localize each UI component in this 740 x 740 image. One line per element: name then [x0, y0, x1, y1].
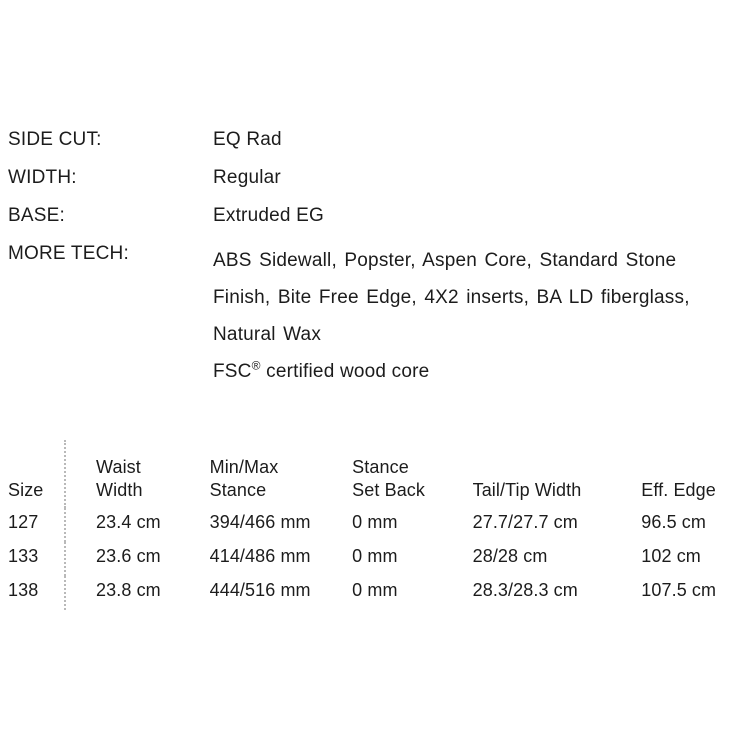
- cell-min-max-stance: 444/516 mm: [209, 580, 311, 600]
- spec-row-base: [8, 204, 734, 228]
- column-header-edge-line2: Eff. Edge: [641, 480, 716, 500]
- table-row: [8, 508, 734, 542]
- spec-row-more-tech: [8, 242, 734, 390]
- cell-tail-tip-width: 27.7/27.7 cm: [472, 512, 578, 532]
- cell-stance-set-back: 0 mm: [352, 512, 398, 532]
- spec-list: [8, 128, 734, 404]
- column-header-tailtip-line2: Tail/Tip Width: [472, 480, 582, 500]
- spec-row-side-cut: [8, 128, 734, 152]
- spec-value-more-tech: ABS Sidewall, Popster, Aspen Core, Standard Stone Finish, Bite Free Edge, 4X2 inserts, BA LD fiberglass, Natural Wax: [213, 250, 690, 345]
- spec-note-fsc: [213, 353, 734, 390]
- registered-mark-icon: ®: [251, 358, 261, 373]
- cell-waist-width: 23.6 cm: [96, 546, 161, 566]
- column-header-tail-tip-width: [443, 440, 612, 508]
- spec-value-base: Extruded EG: [213, 205, 324, 226]
- fsc-text: FSC: [213, 361, 252, 382]
- column-header-setback-line2: Set Back: [352, 480, 426, 500]
- spec-value-side-cut: EQ Rad: [213, 129, 282, 150]
- table-body: [8, 508, 734, 610]
- column-header-eff-edge: [611, 440, 734, 508]
- cell-size: 138: [8, 576, 65, 610]
- column-header-min-max-stance: [180, 440, 323, 508]
- spec-label-more-tech: MORE TECH:: [8, 243, 129, 264]
- cell-eff-edge: 107.5 cm: [641, 580, 717, 600]
- cell-tail-tip-width: 28/28 cm: [472, 546, 548, 566]
- table-row: [8, 542, 734, 576]
- table-header-row: [8, 440, 734, 508]
- column-header-waist-width: [65, 440, 180, 508]
- size-spec-table: [8, 440, 734, 610]
- column-header-size-line2: Size: [8, 480, 44, 500]
- spec-row-width: [8, 166, 734, 190]
- column-header-stance-set-back: [322, 440, 442, 508]
- cell-stance-set-back: 0 mm: [352, 580, 398, 600]
- column-header-size: [8, 440, 65, 508]
- cell-tail-tip-width: 28.3/28.3 cm: [472, 580, 578, 600]
- cell-eff-edge: 102 cm: [641, 546, 701, 566]
- column-header-stance-line2: Stance: [209, 480, 267, 500]
- column-header-stance-line1: Min/Max: [209, 457, 279, 477]
- spec-label-base: BASE:: [8, 205, 65, 226]
- spec-value-width: Regular: [213, 167, 281, 188]
- column-header-setback-line1: Stance: [352, 457, 409, 477]
- cell-waist-width: 23.4 cm: [96, 512, 161, 532]
- cell-waist-width: 23.8 cm: [96, 580, 161, 600]
- cell-min-max-stance: 394/466 mm: [209, 512, 311, 532]
- cell-eff-edge: 96.5 cm: [641, 512, 706, 532]
- spec-label-side-cut: SIDE CUT:: [8, 129, 102, 150]
- cell-size: 127: [8, 508, 65, 542]
- cell-stance-set-back: 0 mm: [352, 546, 398, 566]
- table-row: [8, 576, 734, 610]
- spec-label-width: WIDTH:: [8, 167, 77, 188]
- column-header-waist-line2: Width: [96, 480, 143, 500]
- cell-size: 133: [8, 542, 65, 576]
- cell-min-max-stance: 414/486 mm: [209, 546, 311, 566]
- fsc-suffix: certified wood core: [266, 361, 430, 382]
- table-header: [8, 440, 734, 508]
- column-header-waist-line1: Waist: [96, 457, 141, 477]
